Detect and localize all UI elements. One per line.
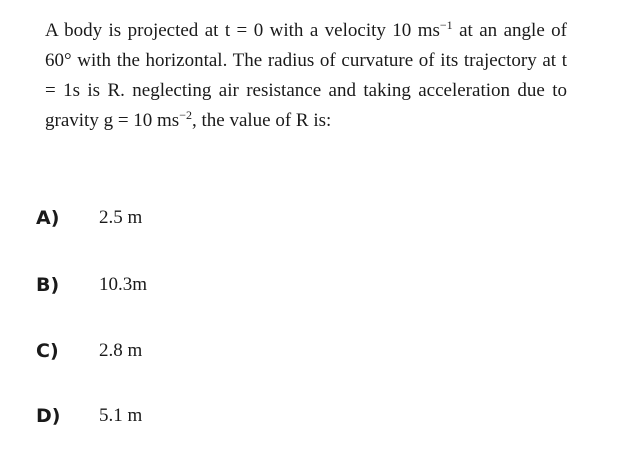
velocity-unit-exponent: −1	[439, 18, 453, 32]
option-a-text: 2.5 m	[99, 207, 143, 228]
option-b-text: 10.3m	[99, 274, 148, 295]
option-d-label: D)	[36, 405, 61, 427]
option-a[interactable]	[36, 203, 142, 233]
gravity-unit-exponent: −2	[179, 108, 192, 122]
option-a-label: A)	[36, 207, 60, 229]
option-c-text: 2.8 m	[99, 340, 143, 361]
option-c-label: C)	[36, 340, 59, 362]
question-part-2: at an angle of 60° with the horizontal. The radius of curvature of its trajectory at t = 1s is R. neglecting air resistance and taking acceleration due to gravity g = 10 ms	[45, 20, 567, 131]
option-b[interactable]	[36, 270, 147, 300]
question-part-3: , the value of R is:	[192, 110, 332, 131]
option-c[interactable]	[36, 336, 142, 366]
option-b-label: B)	[36, 274, 60, 296]
option-d-text: 5.1 m	[99, 405, 143, 426]
question-part-1: A body is projected at t = 0 with a velocity 10 ms	[45, 20, 440, 41]
question-text	[45, 16, 567, 136]
option-d[interactable]	[36, 401, 142, 431]
